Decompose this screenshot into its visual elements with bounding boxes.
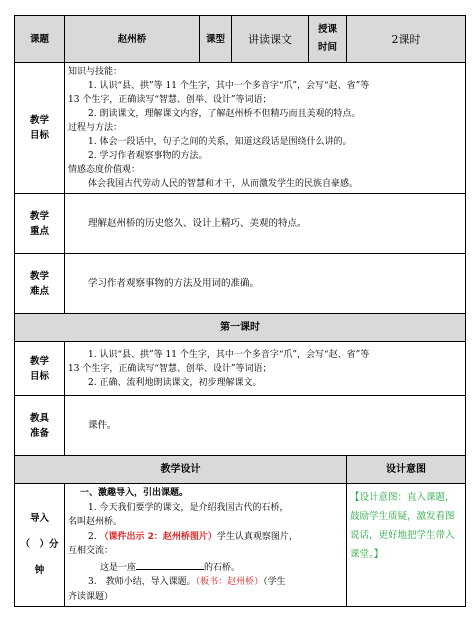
- hours-value: 2课时: [347, 16, 466, 63]
- intro-step3-red: （板书：赵州桥）: [195, 577, 264, 587]
- lesson1-goals-row: [15, 342, 466, 396]
- intro-intent: 【设计意图：直入课题，鼓励学生质疑，激发看图说话，更好地把学生带入课堂。】: [347, 484, 466, 607]
- lesson1-goals-label-2: 目标: [29, 370, 49, 382]
- goal-k1b: 13 个生字，正确读写“智慧、创举、设计”等词语；: [68, 95, 272, 105]
- time-label: [309, 16, 347, 63]
- design-header-row: [15, 456, 466, 484]
- intro-label-1: 导入: [29, 513, 49, 524]
- key-points-label-2: 重点: [29, 225, 49, 237]
- lesson1-goal-1b: 13 个生字，正确读写“智慧、创举、设计”等词语；: [68, 363, 272, 374]
- key-points-text: 理解赵州桥的历史悠久、设计上精巧、美观的特点。: [88, 218, 307, 229]
- goals-row: [15, 63, 466, 194]
- intro-label-3: 钟: [34, 565, 45, 576]
- header-row: [15, 16, 466, 63]
- lesson1-goal-2: 2. 正确、流利地朗读课文，初步理解课文。: [88, 377, 262, 388]
- lesson1-title: 第一课时: [15, 314, 466, 342]
- goal-k2: 2. 朗读课文，理解课文内容，了解赵州桥不但精巧而且美观的特点。: [88, 109, 361, 119]
- key-points-label: [15, 194, 65, 254]
- goal-p2: 2. 学习作者观察事物的方法。: [88, 151, 208, 161]
- goals-label-1: 教学: [29, 115, 49, 126]
- intro-heading: 一、激趣导入，引出课题。: [80, 488, 189, 498]
- goal-p1: 1. 体会一段话中，句子之间的关系，知道这段话是围绕什么讲的。: [88, 137, 352, 147]
- lesson-plan-table: [14, 15, 466, 607]
- lesson1-goals-label-1: 教学: [29, 355, 49, 367]
- difficulties-label: [15, 254, 65, 314]
- emotion-title: 情感态度价值观：: [68, 165, 141, 175]
- difficulties-row: [15, 254, 466, 314]
- difficulties-label-2: 难点: [29, 285, 49, 297]
- goals-label-2: 目标: [29, 130, 49, 141]
- intro-step2-rest: 学生认真观察图片，: [216, 531, 298, 542]
- intro-step1a: 1. 今天我们要学的课文，是介绍我国古代的石桥，: [88, 502, 289, 513]
- fill-in-blank: [136, 559, 204, 570]
- type-label: 课型: [200, 16, 232, 63]
- intro-step2-red: （课件出示 2：赵州桥图片）: [99, 531, 217, 542]
- lesson1-title-row: [15, 314, 466, 342]
- aids-row: [15, 396, 466, 456]
- intro-step2-num: 2.: [88, 531, 100, 542]
- goals-label: [15, 63, 65, 194]
- intro-content: [65, 484, 347, 607]
- process-title: 过程与方法：: [68, 123, 123, 133]
- aids-content: [65, 396, 466, 456]
- intro-step3-post: （学生: [263, 577, 286, 587]
- knowledge-title: 知识与技能：: [68, 67, 123, 77]
- aids-label-1: 教具: [29, 412, 49, 424]
- design-label: 教学设计: [15, 456, 347, 484]
- aids-label: [15, 396, 65, 456]
- difficulties-text: 学习作者观察事物的方法及用词的准确。: [88, 278, 260, 289]
- intro-step3b: 齐读课题）: [68, 591, 114, 602]
- aids-text: 课件。: [88, 420, 117, 431]
- intro-label-2: （ ）分: [20, 539, 59, 550]
- key-points-row: [15, 194, 466, 254]
- intro-step1b: 名叫赵州桥。: [68, 517, 123, 527]
- intro-step2b: 互相交流：: [68, 546, 114, 556]
- lesson1-goals-label: [15, 342, 65, 396]
- time-label-line2: 时间: [317, 42, 337, 53]
- type-value: 讲读课文: [232, 16, 309, 63]
- difficulties-label-1: 教学: [29, 270, 49, 282]
- intro-step2: [68, 530, 343, 545]
- intro-step3: [68, 575, 343, 590]
- intro-step2c-pre: 这是一座: [100, 562, 137, 573]
- time-label-line1: 授课: [317, 24, 337, 35]
- difficulties-content: [65, 254, 466, 314]
- topic-value: 赵州桥: [65, 16, 200, 63]
- key-points-content: [65, 194, 466, 254]
- intro-step2c: [68, 559, 343, 576]
- goal-k1a: 1. 认识“县、拱”等 11 个生字，其中一个多音字“爪”，会写“赵、省”等: [88, 81, 370, 91]
- intent-label: 设计意图: [347, 456, 466, 484]
- aids-label-2: 准备: [29, 427, 49, 439]
- lesson1-goal-1a: 1. 认识“县、拱”等 11 个生字，其中一个多音字“爪”，会写“赵、省”等: [88, 349, 370, 360]
- intro-step3-pre: 3. 教师小结，导入课题。: [88, 577, 196, 587]
- intro-label: [15, 484, 65, 607]
- goal-e1: 体会我国古代劳动人民的智慧和才干，从而激发学生的民族自豪感。: [88, 179, 359, 189]
- topic-label: 课题: [15, 16, 65, 63]
- lesson1-goals-content: [65, 342, 466, 396]
- key-points-label-1: 教学: [29, 210, 49, 222]
- intro-step2c-post: 的石桥。: [204, 562, 241, 573]
- goals-content: [65, 63, 466, 194]
- intro-row: [15, 484, 466, 607]
